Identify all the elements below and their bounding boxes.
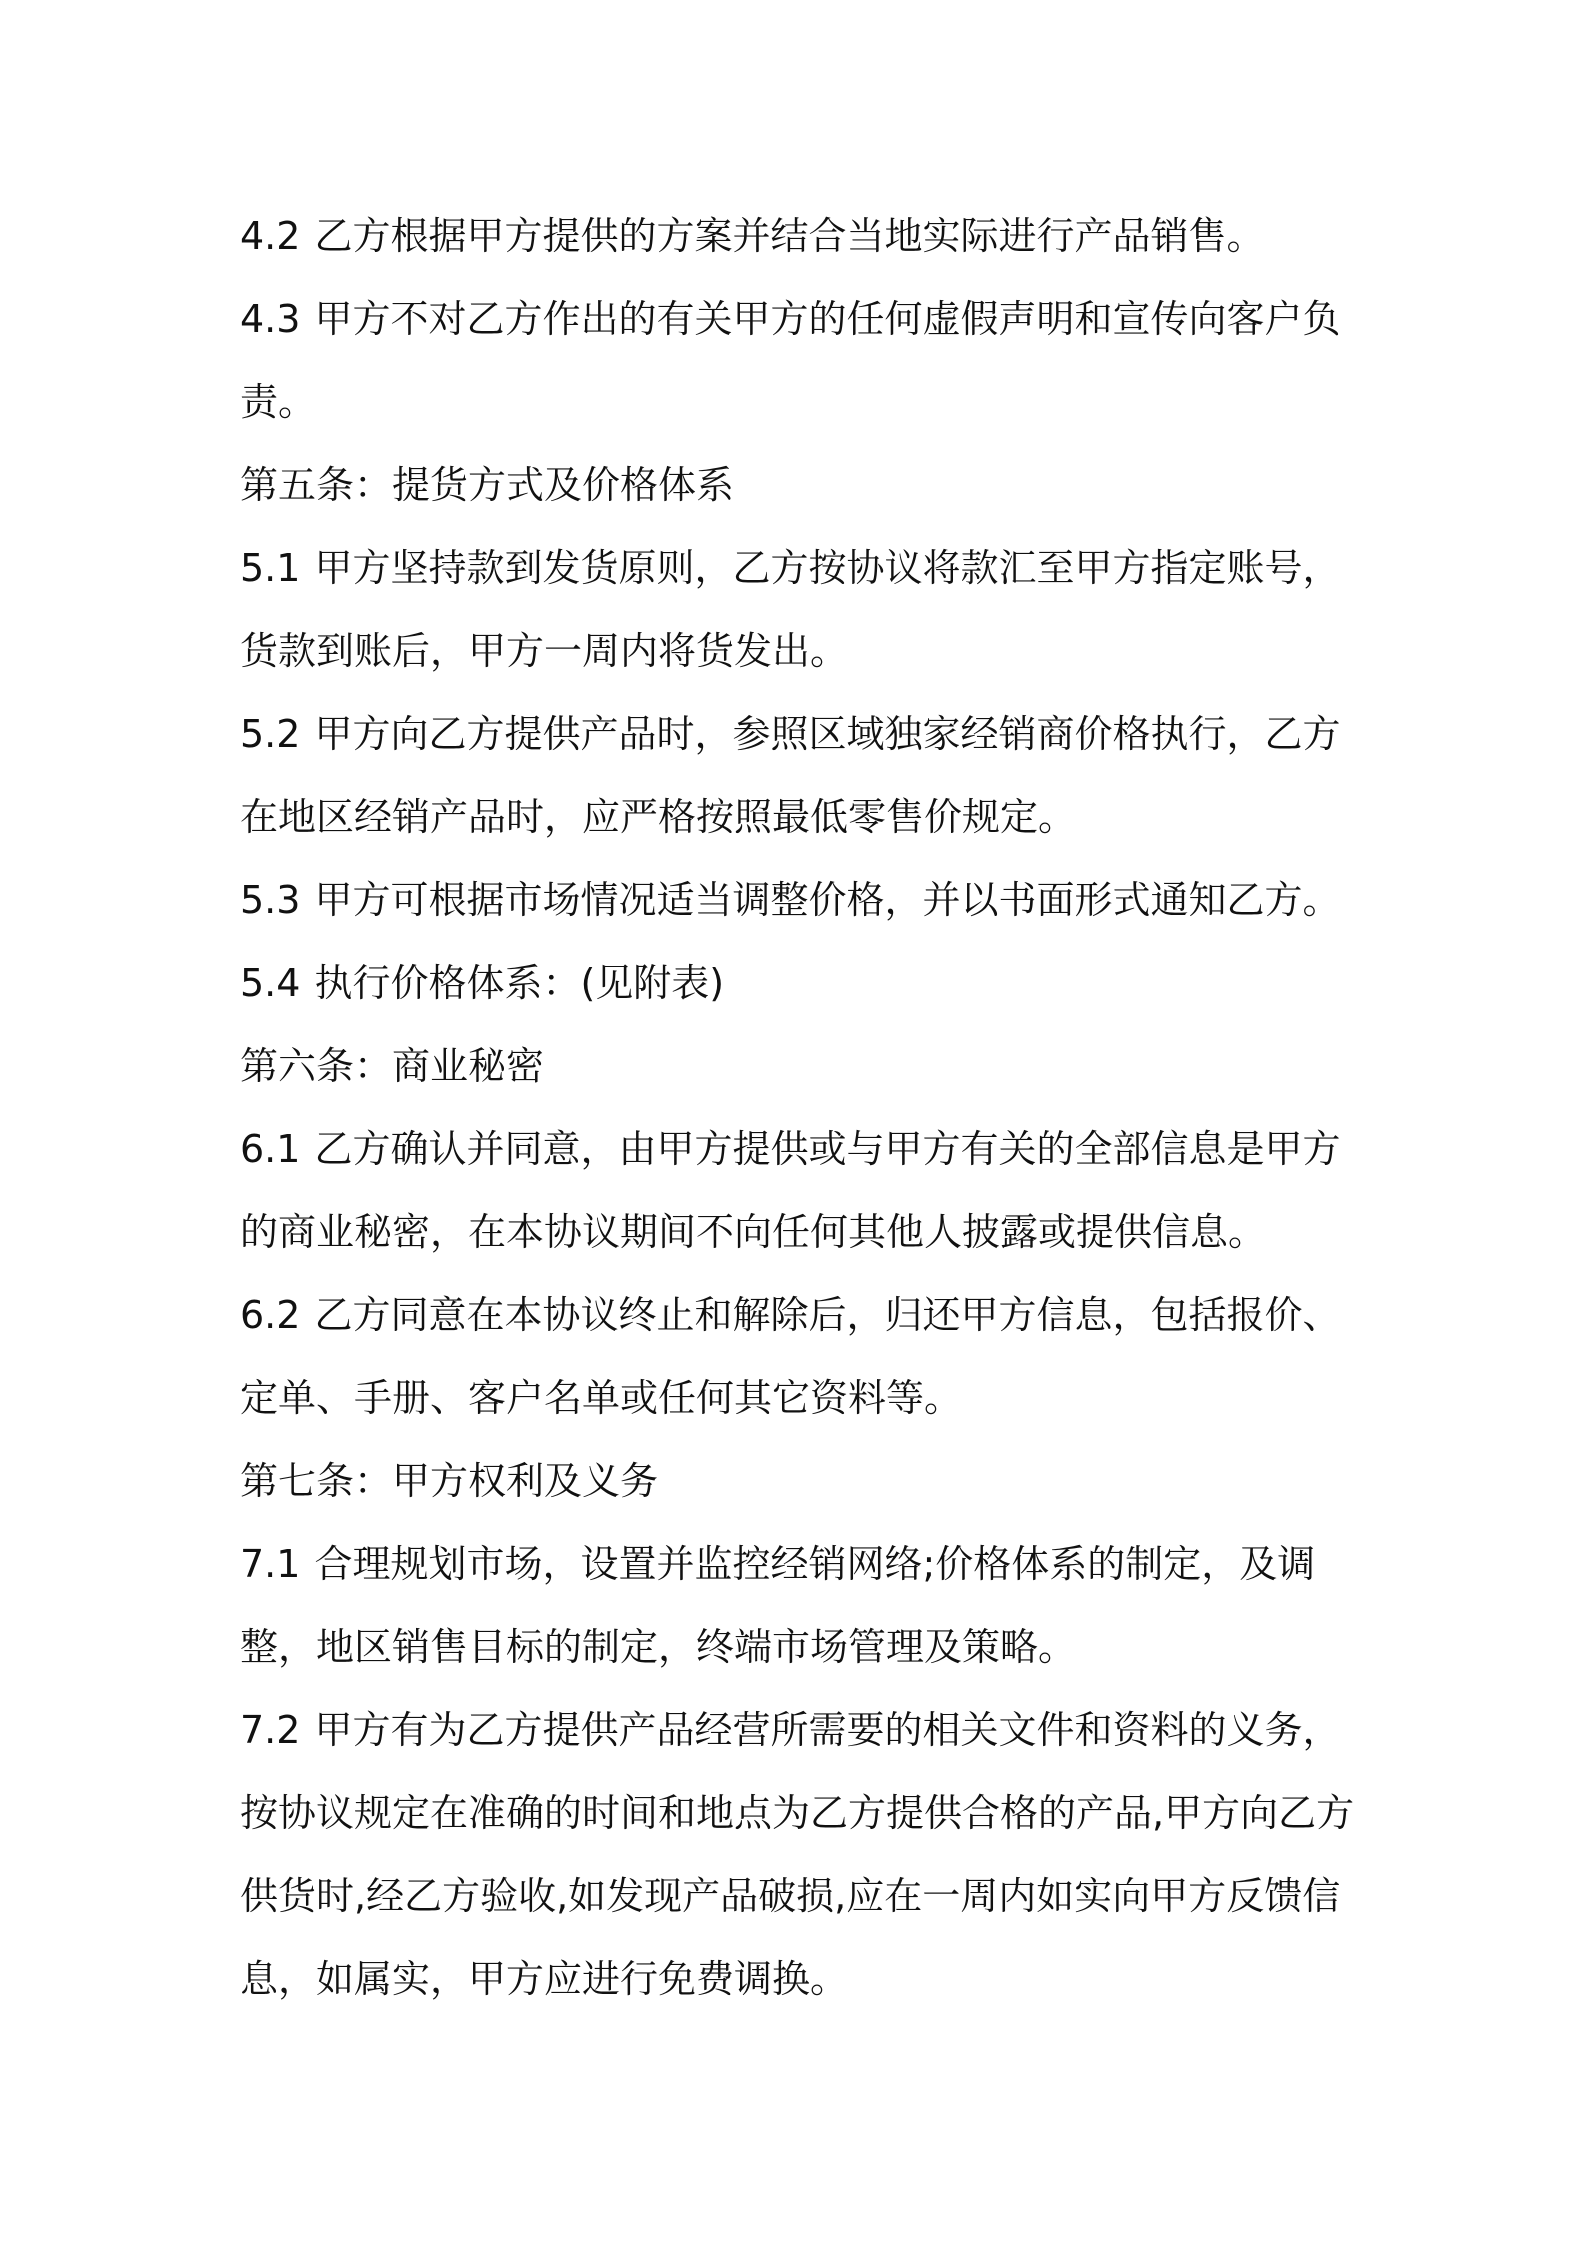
article-6-heading	[240, 1025, 1364, 1108]
article-5-heading	[240, 444, 1364, 527]
clause-number: 4.2	[240, 214, 301, 258]
clause-number: 5.2	[240, 712, 301, 756]
clause-text: 甲方不对乙方作出的有关甲方的任何虚假声明和宣传向客户负责。	[240, 297, 1341, 424]
article-heading-text: 第七条：甲方权利及义务	[240, 1459, 659, 1503]
clause-5-3	[240, 859, 1364, 942]
clause-text: 执行价格体系：(见附表)	[314, 961, 725, 1005]
clause-5-1	[240, 527, 1364, 693]
clause-6-1	[240, 1108, 1364, 1274]
clause-number: 4.3	[240, 297, 301, 341]
clause-text: 甲方有为乙方提供产品经营所需要的相关文件和资料的义务，按协议规定在准确的时间和地点为乙方提供合格的产品,甲方向乙方供货时,经乙方验收,如发现产品破损,应在一周内如实向甲方反馈信息，如属实，甲方应进行免费调换。	[240, 1708, 1355, 2001]
clause-6-2	[240, 1274, 1364, 1440]
clause-text: 甲方向乙方提供产品时，参照区域独家经销商价格执行，乙方在地区经销产品时，应严格按照最低零售价规定。	[240, 712, 1341, 839]
clause-7-2	[240, 1689, 1364, 2021]
clause-number: 5.4	[240, 961, 301, 1005]
clause-5-2	[240, 693, 1364, 859]
clause-4-3	[240, 278, 1364, 444]
article-7-heading	[240, 1440, 1364, 1523]
clause-text: 甲方坚持款到发货原则，乙方按协议将款汇至甲方指定账号，货款到账后，甲方一周内将货发出。	[240, 546, 1341, 673]
clause-number: 6.2	[240, 1293, 301, 1337]
clause-4-2	[240, 195, 1364, 278]
clause-text: 合理规划市场，设置并监控经销网络;价格体系的制定，及调整，地区销售目标的制定，终端市场管理及策略。	[240, 1542, 1316, 1669]
clause-number: 7.1	[240, 1542, 301, 1586]
clause-7-1	[240, 1523, 1364, 1689]
article-heading-text: 第五条：提货方式及价格体系	[240, 463, 735, 507]
clause-text: 甲方可根据市场情况适当调整价格，并以书面形式通知乙方。	[314, 878, 1341, 922]
clause-text: 乙方根据甲方提供的方案并结合当地实际进行产品销售。	[314, 214, 1265, 258]
clause-number: 6.1	[240, 1127, 301, 1171]
clause-number: 7.2	[240, 1708, 301, 1752]
clause-text: 乙方同意在本协议终止和解除后，归还甲方信息，包括报价、定单、手册、客户名单或任何其它资料等。	[240, 1293, 1341, 1420]
clause-number: 5.3	[240, 878, 301, 922]
clause-text: 乙方确认并同意，由甲方提供或与甲方有关的全部信息是甲方的商业秘密，在本协议期间不向任何其他人披露或提供信息。	[240, 1127, 1341, 1254]
document-body	[240, 195, 1364, 2021]
clause-number: 5.1	[240, 546, 301, 590]
clause-5-4	[240, 942, 1364, 1025]
article-heading-text: 第六条：商业秘密	[240, 1044, 545, 1088]
